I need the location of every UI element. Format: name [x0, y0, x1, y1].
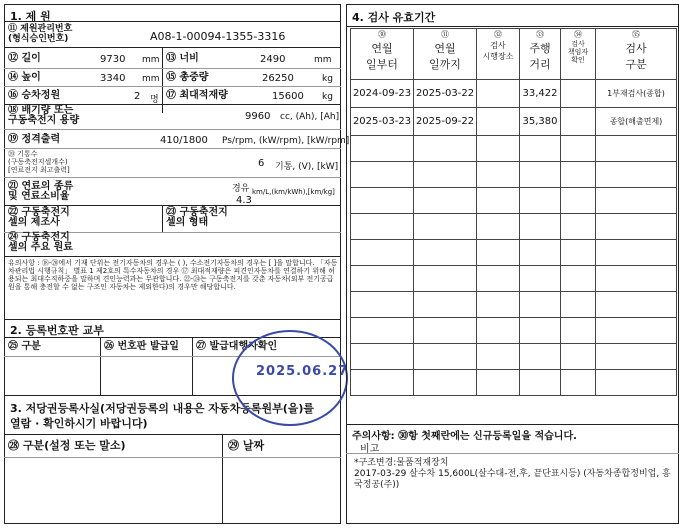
cylinder-unit: 기통, (V), [kW] [275, 162, 339, 172]
battery-shape-label: ㉓ 구동축전지 셀의 형태 [166, 207, 228, 228]
fuel-value: 4.3 [236, 195, 252, 206]
mgmt-number-value: A08-1-00094-1355-3316 [150, 30, 286, 43]
row1-from: 2024-09-23 [351, 80, 414, 108]
header-mileage: ㉝ 주행 거리 [520, 29, 561, 80]
stamp-date: 2025.06.27 [256, 364, 349, 379]
inspection-table [350, 28, 677, 396]
power-label: ⑲ 정격출력 [8, 134, 61, 145]
row1-type: 1부재검사(종합) [596, 80, 677, 108]
section4-notice: 주의사항: ㉚항 첫째란에는 신규등록일을 적습니다. [352, 431, 577, 442]
height-label: ⑭ 높이 [8, 72, 41, 83]
table-row [351, 318, 677, 344]
row2-to: 2025-09-22 [414, 108, 477, 136]
plate-agent-label: ㉗ 발급대행자확인 [196, 341, 278, 352]
section1-notice: 유의사항 : ⑱-⑳에서 기재 단위는 전기자동차의 경우는 ( ), 수소전기자동차의 경우는 [ ]을 말합니다. 「자동차관리법 시행규칙」 별표 1 제2호의 특수자동차의 경우 ⑰ 최대적재량은 피견인자동차를 연결하기 위해 허용되는 최대수직하중을 말하며 견인능력과는 무관합니다. ㉒-㉔는 구동축전지를 갖춘 자동차(외부 전기공급원을 통해 충전할 수 없는 구조인 자동차는 제외한다)의 경우만 해당합니다. [8, 259, 338, 291]
table-row [351, 108, 677, 136]
section1-title: 1. 제 원 [10, 10, 51, 23]
length-unit: mm [142, 55, 160, 65]
power-value: 410/1800 [160, 135, 208, 146]
table-row [351, 162, 677, 188]
table-row [351, 370, 677, 396]
header-to: ㉛ 연월 일까지 [414, 29, 477, 80]
official-stamp [232, 330, 348, 426]
row2-type: 종합(해출면제) [596, 108, 677, 136]
header-check: ㉞ 검사 책임자 확인 [561, 29, 596, 80]
table-row [351, 240, 677, 266]
fuel-type: 경유 [232, 184, 250, 194]
table-row [351, 214, 677, 240]
table-row [351, 80, 677, 108]
inspection-header-row [351, 29, 677, 80]
fuel-label: ㉑ 연료의 종류 및 연료소비율 [8, 181, 74, 202]
header-type: ㉟ 검사 구분 [596, 29, 677, 80]
header-place: ㉜ 검사 시행장소 [477, 29, 520, 80]
mortgage-category-label: ㉘ 구분(설정 또는 말소) [8, 439, 126, 452]
table-row [351, 266, 677, 292]
header-from: ㉚ 연월 일부터 [351, 29, 414, 80]
displacement-label: ⑱ 배기량 또는 구동축전지 용량 [8, 105, 80, 126]
plate-issue-date-label: ㉖ 번호판 발급일 [104, 341, 179, 352]
row2-from: 2025-03-23 [351, 108, 414, 136]
plate-category-label: ㉕ 구분 [8, 341, 41, 352]
width-value: 2490 [260, 54, 286, 65]
row1-mileage: 33,422 [520, 80, 561, 108]
remarks-text: *구조변경:물품적재장치 2017-03-29 살수차 15,600L(살수대-전,후, 끝단표시등) (자동차종합정비업, 흥국정공(주)) [354, 458, 671, 490]
table-row [351, 188, 677, 214]
length-label: ⑫ 길이 [8, 53, 41, 64]
height-unit: mm [142, 74, 160, 84]
mortgage-date-label: ㉙ 날짜 [228, 439, 265, 452]
width-unit: mm [314, 55, 332, 65]
row2-check [561, 108, 596, 136]
max-load-value: 15600 [272, 91, 304, 102]
table-row [351, 292, 677, 318]
height-value: 3340 [100, 73, 126, 84]
cylinder-value: 6 [258, 158, 265, 169]
capacity-value: 2 [134, 91, 141, 102]
section4-title: 4. 검사 유효기간 [352, 11, 436, 24]
total-weight-value: 26250 [262, 73, 294, 84]
row2-place [477, 108, 520, 136]
row2-mileage: 35,380 [520, 108, 561, 136]
cylinder-label: ⑳ 기통수 (구동축전지셀개수) [연료전지 최고출력] [8, 150, 70, 174]
capacity-label: ⑯ 승차정원 [8, 90, 61, 101]
row1-place [477, 80, 520, 108]
total-weight-label: ⑮ 총중량 [166, 72, 209, 83]
displacement-unit: cc, (Ah), [Ah] [280, 112, 340, 122]
section3-title: 3. 저당권등록사실(저당권등록의 내용은 자동차등록원부(을)를 열람 · 확인하시기 바랍니다) [10, 402, 315, 430]
max-load-unit: kg [322, 92, 333, 102]
width-label: ⑬ 너비 [166, 53, 199, 64]
total-weight-unit: kg [322, 74, 333, 84]
displacement-value: 9960 [245, 111, 271, 122]
length-value: 9730 [100, 54, 126, 65]
power-unit: Ps/rpm, (kW/rpm), [kW/rpm] [222, 136, 350, 146]
table-row [351, 344, 677, 370]
row1-check [561, 80, 596, 108]
table-row [351, 136, 677, 162]
max-load-label: ⑰ 최대적재량 [166, 90, 228, 101]
remarks-label: 비고 [360, 444, 380, 455]
row1-to: 2025-03-22 [414, 80, 477, 108]
fuel-unit: km/L,(km/kWh),[km/kg] [252, 188, 335, 196]
battery-maker-label: ㉒ 구동축전지 셀의 제조사 [8, 207, 70, 228]
section2-title: 2. 등록번호판 교부 [10, 324, 104, 337]
mgmt-number-label: ⑪ 제원관리번호 (형식승인번호) [8, 24, 73, 44]
capacity-unit: 명 [150, 95, 159, 105]
battery-material-label: ㉔ 구동축전지 셀의 주요 원료 [8, 232, 73, 253]
